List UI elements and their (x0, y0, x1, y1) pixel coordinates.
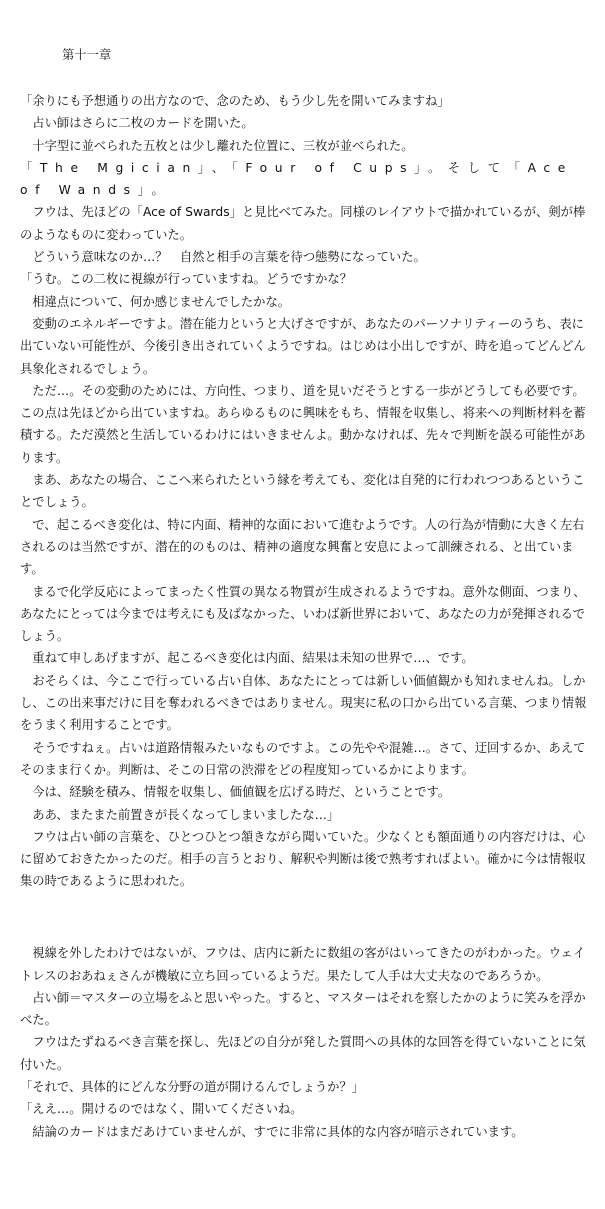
dialog-line: 「ええ…。開けるのではなく、開いてくださいね。 (20, 1102, 303, 1117)
paragraph: そうですねぇ。占いは道路情報みたいなものですよ。この先やや混雑…。さて、迂回するか、あえてそのまま行くか。判断は、そこの日常の渋滞をどの程度知っているかによります。 (20, 740, 586, 777)
paragraph: 十字型に並べられた五枚とは少し離れた位置に、三枚が並べられた。 (32, 138, 414, 153)
paragraph: まあ、あなたの場合、ここへ来られたという縁を考えても、変化は自発的に行われつつあるということでしょう。 (20, 473, 585, 510)
section-break (20, 905, 593, 930)
paragraph: ただ…。その変動のためには、方向性、つまり、道を見いだそうとする一歩がどうしても必要です。この点は先ほどから出ていますね。あらゆるものに興味をもち、情報を収集し、将来への判断材料を蓄積する。ただ漠然と生活しているわけにはいきませんよ。動かなければ、先々で判断を誤る可能性があります。 (20, 383, 586, 465)
body-text (20, 90, 593, 1143)
dialog-line: 「うむ。この二枚に視線が行っていますね。どうですかな？ (20, 272, 353, 287)
paragraph: フウはたずねるべき言葉を探し、先ほどの自分が発した質問への具体的な回答を得ていないことに気付いた。 (20, 1035, 586, 1072)
paragraph: 「The Mgician」、「Four of Cups」。そして「Ace of Wands」。 (20, 160, 573, 198)
paragraph: 重ねて申しあげますが、起こるべき変化は内面、結果は未知の世界で…、です。 (32, 651, 474, 666)
paragraph: 占い師はさらに二枚のカードを開いた。 (32, 116, 254, 131)
dialog-line: 「それで、具体的にどんな分野の道が開けるんでしょうか？」 (20, 1080, 365, 1095)
paragraph: 結論のカードはまだあけていませんが、すでに非常に具体的な内容が暗示されています。 (32, 1124, 524, 1139)
paragraph: おそらくは、今ここで行っている占い自体、あなたにとっては新しい価値観かも知れませんね。しかし、この出来事だけに目を奪われるべきではありません。現実に私の口から出ている言葉、つまり情報をうまく利用することです。 (20, 673, 587, 733)
paragraph: フウは、先ほどの「Ace of Swards」と見比べてみた。同様のレイアウトで描かれているが、剣が棒のようなものに変わっていた。 (20, 205, 586, 242)
paragraph: どういう意味なのか…？ 自然と相手の言葉を待つ態勢になっていた。 (32, 250, 426, 265)
paragraph: 視線を外したわけではないが、フウは、店内に新たに数組の客がはいってきたのがわかった。ウェイトレスのおあねぇさんが機敏に立ち回っているようだ。果たして人手は大丈夫なのであろうか。 (20, 946, 586, 983)
paragraph: で、起こるべき変化は、特に内面、精神的な面において進むようです。人の行為が情動に大きく左右されるのは当然ですが、潜在的のものは、精神の適度な興奮と安息によって訓練される、と出ています。 (20, 517, 585, 577)
paragraph: 今は、経験を積み、情報を収集し、価値観を広げる時だ、ということです。 (32, 785, 451, 800)
paragraph: 相違点について、何か感じませんでしたかな。 (32, 294, 291, 309)
dialog-line: 「余りにも予想通りの出方なので、念のため、もう少し先を開いてみますね」 (20, 94, 450, 108)
paragraph: まるで化学反応によってまったく性質の異なる物質が生成されるようですね。意外な側面、つまり、あなたにとっては今までは考えにも及ばなかった、いわば新世界において、あなたの力が発揮されるでしょう。 (20, 584, 586, 644)
paragraph: 変動のエネルギーですよ。潜在能力というと大げさですが、あなたのパーソナリティーのうち、表に出ていない可能性が、今後引き出されていくようですね。はじめは小出しですが、時を追ってどんどん具象化されるでしょう。 (20, 316, 586, 376)
paragraph: フウは占い師の言葉を、ひとつひとつ頷きながら聞いていた。少なくとも額面通りの内容だけは、心に留めておきたかったのだ。相手の言うとおり、解釈や判断は後で熟考すればよい。確かに今は情報収集の時であるように思われた。 (20, 829, 586, 889)
paragraph: ああ、またまた前置きが長くなってしまいましたな…」 (32, 807, 340, 822)
chapter-title: 第十一章 (62, 48, 112, 62)
paragraph: 占い師＝マスターの立場をふと思いやった。すると、マスターはそれを察したかのように笑みを浮かべた。 (20, 990, 586, 1028)
